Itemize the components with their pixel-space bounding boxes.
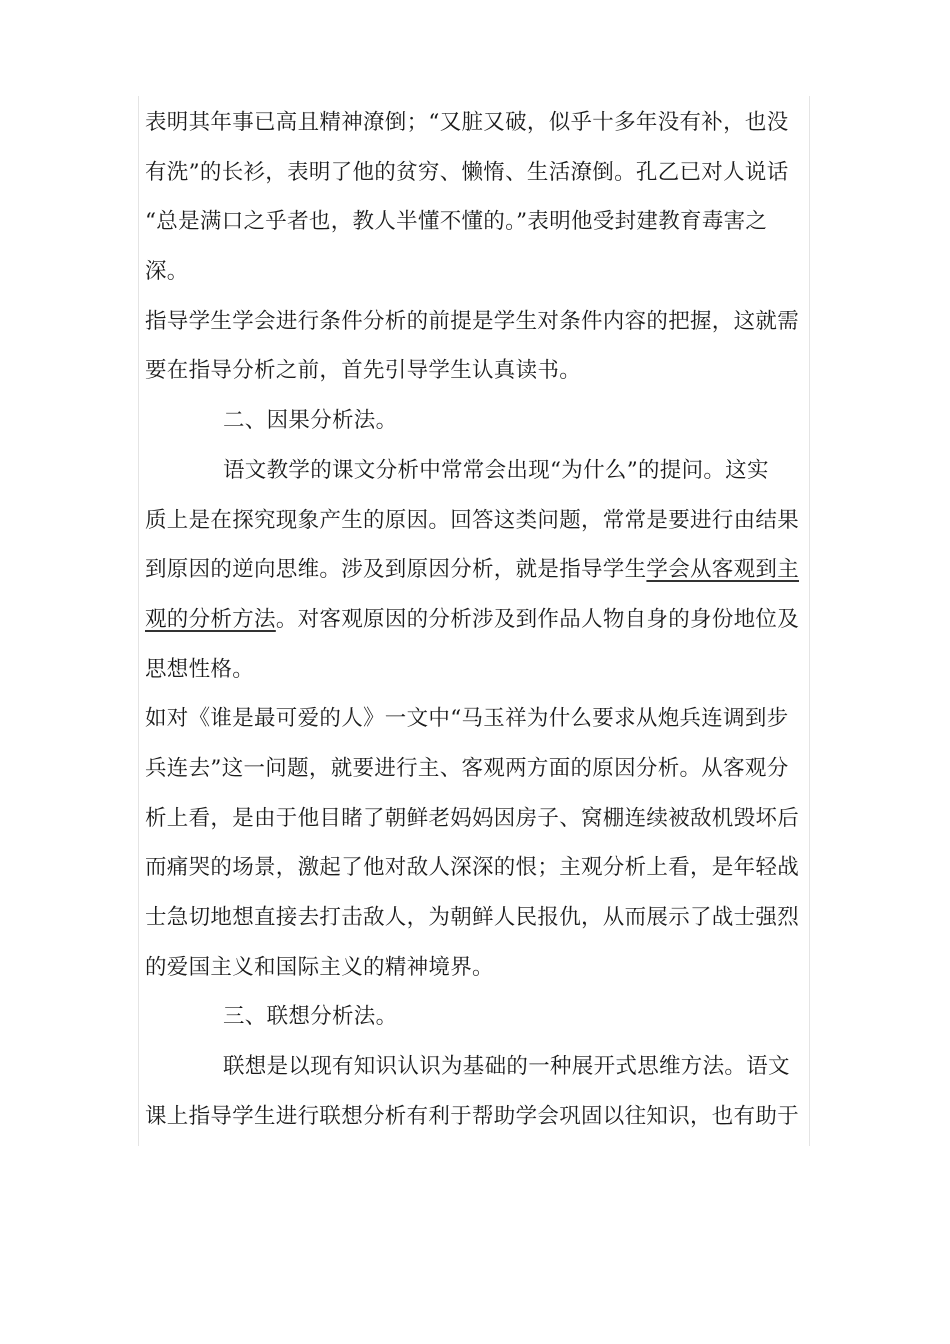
text-line: 质上是在探究现象产生的原因。回答这类问题，常常是要进行由结果 <box>145 507 800 533</box>
text-line <box>145 595 809 645</box>
text-line: 有洗”的长衫，表明了他的贫穷、懒惰、生活潦倒。孔乙已对人说话 <box>145 159 789 185</box>
underlined-phrase: 观的分析方法 <box>145 606 276 632</box>
text-span: 到原因的逆向思维。涉及到原因分析，就是指导学生 <box>145 557 647 583</box>
document-body <box>145 98 809 1141</box>
text-line: 表明其年事已高且精神潦倒；“又脏又破，似乎十多年没有补，也没 <box>145 110 789 135</box>
text-span: 。对客观原因的分析涉及到作品人物自身的身份地位及 <box>275 606 800 632</box>
text-line: 如对《谁是最可爱的人》一文中“马玉祥为什么要求从炮兵连调到步 <box>145 706 789 732</box>
text-line <box>145 545 809 595</box>
text-line: 的爱国主义和国际主义的精神境界。 <box>145 954 494 980</box>
text-line: 而痛哭的场景，激起了他对敌人深深的恨；主观分析上看，是年轻战 <box>145 855 800 881</box>
text-line: 指导学生学会进行条件分析的前提是学生对条件内容的把握，这就需 <box>145 308 800 334</box>
text-line: 士急切地想直接去打击敌人，为朝鲜人民报仇，从而展示了战士强烈 <box>145 905 800 930</box>
text-line: 要在指导分析之前，首先引导学生认真读书。 <box>145 358 582 384</box>
text-line: 语文教学的课文分析中常常会出现“为什么”的提问。这实 <box>223 457 769 483</box>
section-heading-causal: 二、因果分析法。 <box>223 408 398 434</box>
text-line: 课上指导学生进行联想分析有利于帮助学会巩固以往知识，也有助于 <box>145 1103 800 1129</box>
text-line: “总是满口之乎者也，教人半懂不懂的。”表明他受封建教育毒害之 <box>145 209 768 235</box>
text-line: 思想性格。 <box>145 656 255 682</box>
text-line: 深。 <box>145 259 189 285</box>
text-line: 联想是以现有知识认识为基础的一种展开式思维方法。语文 <box>223 1054 790 1080</box>
underlined-phrase: 学会从客观到主 <box>646 557 800 583</box>
text-line: 析上看，是由于他目睹了朝鲜老妈妈因房子、窝棚连续被敌机毁坏后 <box>145 805 800 831</box>
text-line: 兵连去”这一问题，就要进行主、客观两方面的原因分析。从客观分 <box>145 755 789 781</box>
section-heading-association: 三、联想分析法。 <box>223 1004 398 1030</box>
